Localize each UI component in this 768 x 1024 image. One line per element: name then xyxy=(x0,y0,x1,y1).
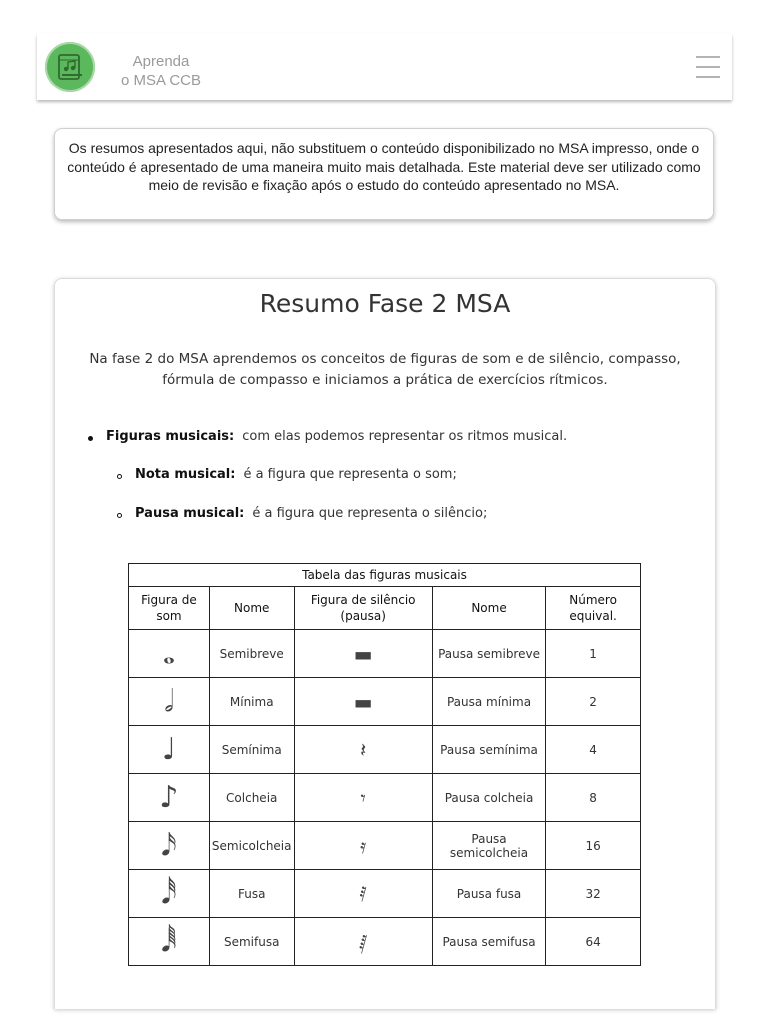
rest-name: Pausa semicolcheia xyxy=(432,822,545,870)
equivalent-number: 1 xyxy=(546,630,641,678)
rest-name: Pausa semínima xyxy=(432,726,545,774)
figure-name: Semifusa xyxy=(209,918,294,966)
equivalent-number: 64 xyxy=(546,918,641,966)
equivalent-number: 2 xyxy=(546,678,641,726)
figure-name: Colcheia xyxy=(209,774,294,822)
quarter-note-icon: ♩ xyxy=(129,726,210,774)
bullet-figuras xyxy=(106,429,567,444)
half-note-icon: 𝅗𝅥 xyxy=(129,678,210,726)
whole-rest-icon: ▬ xyxy=(294,630,432,678)
table-row xyxy=(129,726,641,774)
music-book-icon xyxy=(54,51,86,83)
bullet-disc xyxy=(88,436,93,441)
hamburger-icon[interactable] xyxy=(696,56,720,80)
figure-name: Semibreve xyxy=(209,630,294,678)
figure-name: Fusa xyxy=(209,870,294,918)
sixty-fourth-note-icon: 𝅘𝅥𝅱 xyxy=(129,918,210,966)
table-caption: Tabela das figuras musicais xyxy=(129,564,641,587)
rest-name: Pausa mínima xyxy=(432,678,545,726)
rest-name: Pausa colcheia xyxy=(432,774,545,822)
summary-card xyxy=(54,278,716,1009)
quarter-rest-icon: 𝄽 xyxy=(294,726,432,774)
sixteenth-rest-icon: 𝄿 xyxy=(294,822,432,870)
equivalent-number: 8 xyxy=(546,774,641,822)
site-logo[interactable] xyxy=(45,42,95,92)
bullet-circle xyxy=(117,474,122,479)
bullet-label: Figuras musicais: xyxy=(106,429,235,444)
brand-line-2: o MSA CCB xyxy=(121,72,202,89)
table-row xyxy=(129,918,641,966)
table-row xyxy=(129,678,641,726)
bullet-nota xyxy=(135,467,457,482)
disclaimer-notice: Os resumos apresentados aqui, não substituem o conteúdo disponibilizado no MSA impresso, onde o conteúdo é apresentado de uma maneira muito mais detalhada. Este material deve ser utilizado como meio de revisão e fixação após o estudo do conteúdo apresentado no MSA. xyxy=(54,128,714,220)
bullet-label: Pausa musical: xyxy=(135,506,245,521)
table-row xyxy=(129,822,641,870)
table-body xyxy=(129,630,641,966)
half-rest-icon: ▬ xyxy=(294,678,432,726)
brand-line-1: Aprenda xyxy=(132,53,190,70)
thirty-second-note-icon: 𝅘𝅥𝅰 xyxy=(129,870,210,918)
eighth-rest-icon: 𝄾 xyxy=(294,774,432,822)
rest-name: Pausa semibreve xyxy=(432,630,545,678)
brand-name[interactable] xyxy=(121,52,201,90)
eighth-note-icon: ♪ xyxy=(129,774,210,822)
table-row xyxy=(129,630,641,678)
musical-figures-table xyxy=(128,563,641,966)
table-row xyxy=(129,774,641,822)
sixty-fourth-rest-icon: 𝅁 xyxy=(294,918,432,966)
col-header: Figura de silêncio (pausa) xyxy=(294,587,432,630)
bullet-text: com elas podemos representar os ritmos musical. xyxy=(242,429,568,444)
rest-name: Pausa semifusa xyxy=(432,918,545,966)
col-header: Nome xyxy=(432,587,545,630)
bullet-pausa xyxy=(135,506,487,521)
card-title: Resumo Fase 2 MSA xyxy=(259,289,511,318)
rest-name: Pausa fusa xyxy=(432,870,545,918)
site-header xyxy=(37,34,732,100)
col-header: Nome xyxy=(209,587,294,630)
whole-note-icon: 𝅝 xyxy=(129,630,210,678)
figure-name: Mínima xyxy=(209,678,294,726)
col-header: Número equival. xyxy=(546,587,641,630)
bullet-text: é a figura que representa o silêncio; xyxy=(252,506,488,521)
bullet-circle xyxy=(117,513,122,518)
equivalent-number: 4 xyxy=(546,726,641,774)
figure-name: Semínima xyxy=(209,726,294,774)
sixteenth-note-icon: 𝅘𝅥𝅯 xyxy=(129,822,210,870)
table-row xyxy=(129,870,641,918)
intro-text: Na fase 2 do MSA aprendemos os conceitos de figuras de som e de silêncio, compasso, fórmula de compasso e iniciamos a prática de exercícios rítmicos. xyxy=(89,351,681,388)
equivalent-number: 16 xyxy=(546,822,641,870)
bullet-text: é a figura que representa o som; xyxy=(243,467,457,482)
thirty-second-rest-icon: 𝅀 xyxy=(294,870,432,918)
col-header: Figura de som xyxy=(129,587,210,630)
bullet-label: Nota musical: xyxy=(135,467,236,482)
equivalent-number: 32 xyxy=(546,870,641,918)
figure-name: Semicolcheia xyxy=(209,822,294,870)
